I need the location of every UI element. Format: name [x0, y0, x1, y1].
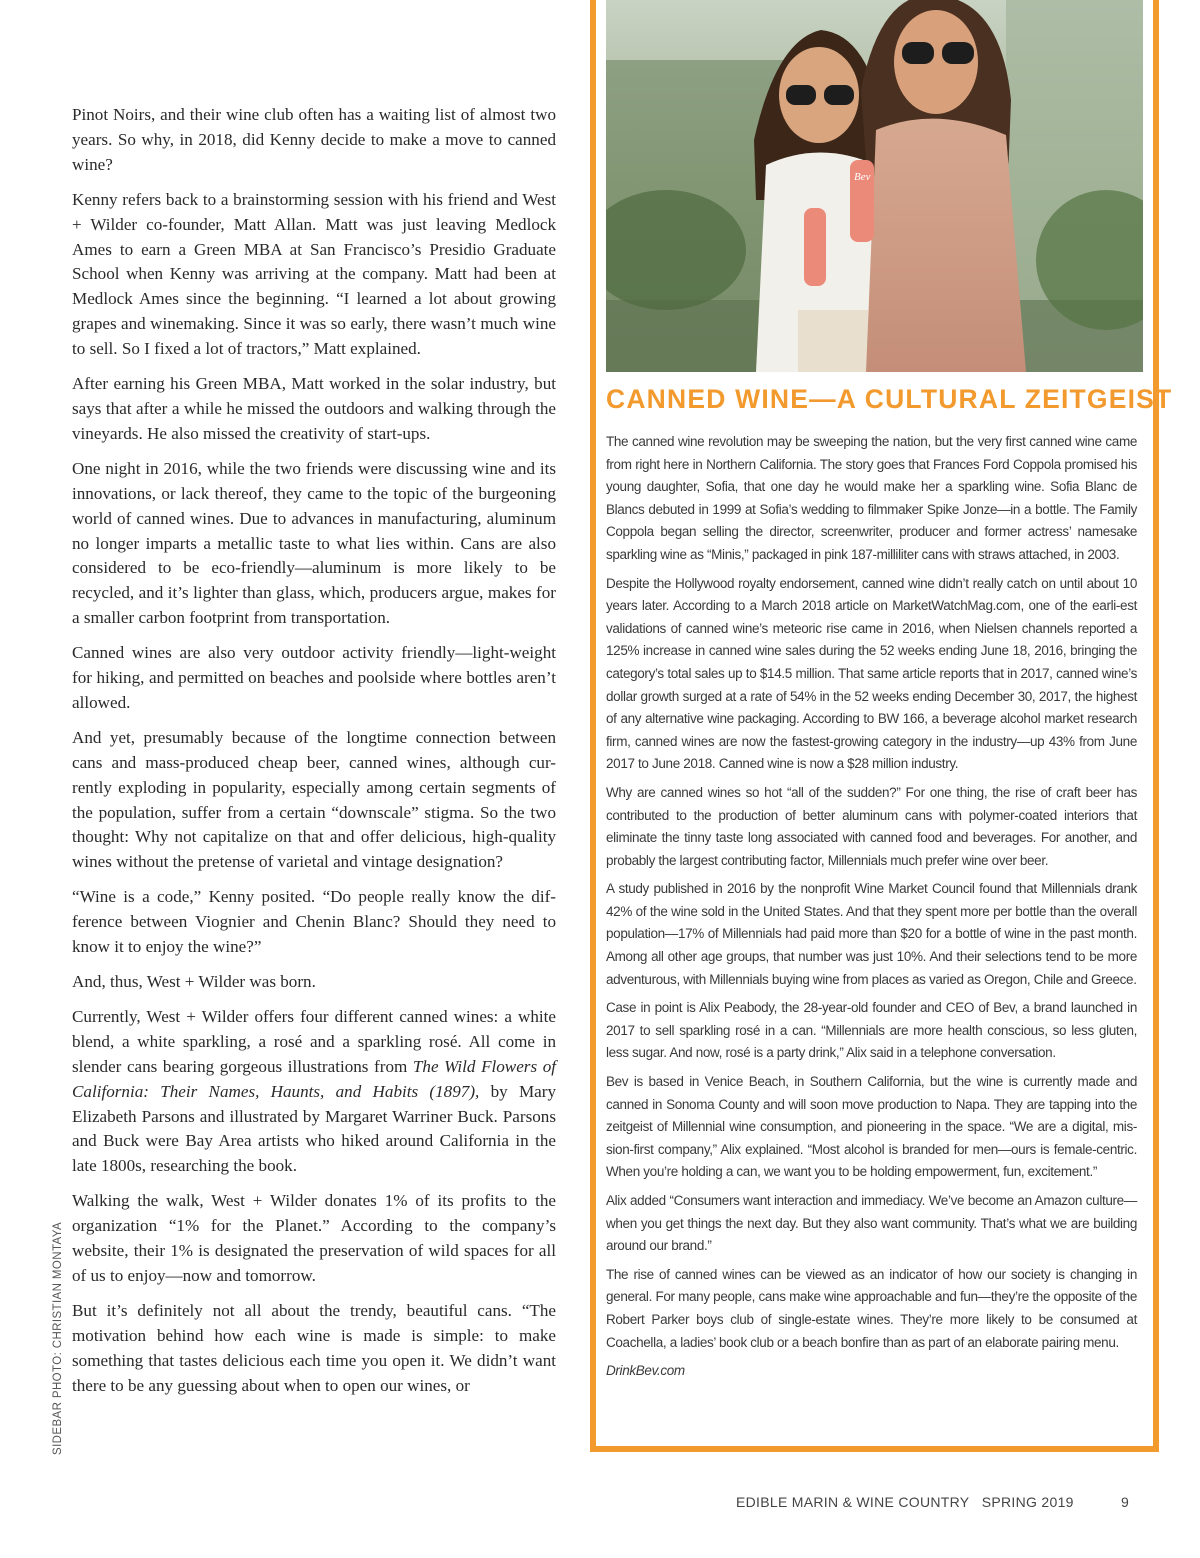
- article-paragraph: [72, 1005, 556, 1179]
- sidebar-paragraph: The canned wine revolution may be sweeping the nation, but the very first canned wine came from right here in Northern California. The story goes that Frances Ford Coppola promised his young daughter, Sofia, that one day he would make her a sparkling wine. Sofia Blanc de Blancs debuted in 1999 at Sofia’s wedding to filmmaker Spike Jonze—in a bottle. The Family Coppola began selling the director, screenwriter, producer and former actress’ namesake sparkling wine as “Minis,” packaged in pink 187-milliliter cans with straws attached, in 2003.: [606, 434, 1137, 562]
- article-paragraph: After earning his Green MBA, Matt worked in the solar industry, but says that after a while he missed the outdoors and walking through the vineyards. He also missed the creativity of start-ups.: [72, 374, 556, 443]
- sidebar-paragraph: The rise of canned wines can be viewed as an indicator of how our society is changing in general. For many people, cans make wine approachable and fun—they’re the opposite of the Robert Parker boys club of single-estate wines. They’re more likely to be consumed at Coachella, a ladies’ book club or a beach bonfire than as part of an elaborate pairing menu.: [606, 1266, 1137, 1350]
- article-paragraph: And yet, presumably because of the longtime connection between cans and mass-produced cheap beer, canned wines, although cur-rently exploding in popularity, especially among certain segments of the population, suffer from a certain “downscale” stigma. So the two thought: Why not capitalize on that and offer delicious, high-quality wines without the pretense of varietal and vintage designation?: [72, 727, 556, 872]
- sidebar-paragraph: A study published in 2016 by the nonprofit Wine Market Council found that Millennials drank 42% of the wine sold in the United States. And that they spent more per bottle than the overall population—17% of Millennials had paid more than $20 for a bottle of wine in the past month. Among all other age groups, that number was just 10%. And their selections tend to be more adventurous, with Millennials buying wine from places as varied as Oregon, Chile and Greece.: [606, 881, 1137, 987]
- sidebar-paragraph: Despite the Hollywood royalty endorsement, canned wine didn’t really catch on until about 10 years later. According to a March 2018 article on MarketWatchMag.com, one of the earli-est validations of canned wine’s meteoric rise came in 2016, when Nielsen channels reported a 125% increase in canned wine sales during the 52 weeks ending June 18, 2016, bringing the category’s total sales up to $14.5 million. That same article reports that in 2017, canned wine’s dollar growth surged at a rate of 54% in the 52 weeks ending December 30, 2017, the highest of any alternative wine packaging. According to BW 166, a beverage alcohol market research firm, canned wines are now the fastest-growing category in the industry—up 43% from June 2017 to June 2018. Canned wine is now a $28 million industry.: [606, 575, 1137, 772]
- sidebar-website-link[interactable]: DrinkBev.com: [606, 1363, 685, 1379]
- sidebar-box: [590, 0, 1173, 1452]
- sidebar-body: [606, 431, 1137, 1389]
- article-paragraph: But it’s definitely not all about the trendy, beautiful cans. “The motivation behind how each wine is made is simple: to make something that tastes delicious each time you open it. We didn’t want there to be any guessing about when to open our wines, or: [72, 1300, 556, 1395]
- article-paragraph: Pinot Noirs, and their wine club often has a waiting list of almost two years. So why, in 2018, did Kenny decide to make a move to canned wine?: [72, 105, 556, 174]
- paragraph-text: by Mary Elizabeth Parsons and illustrated by Margaret Warriner Buck. Parsons and Buck were Bay Area artists who hiked around California in the late 1800s, researching the book.: [72, 1081, 557, 1176]
- article-paragraph: “Wine is a code,” Kenny posited. “Do people really know the dif-ference between Viognier and Chenin Blanc? Should they need to know it to enjoy the wine?”: [72, 887, 556, 957]
- two-women-holding-cans-illustration: [606, 0, 1143, 372]
- sidebar-paragraph: Why are canned wines so hot “all of the sudden?” For one thing, the rise of craft beer has contributed to the production of better aluminum cans with polymer-coated interiors that eliminate the tinny taste long associated with canned food and beverages. For another, and probably the largest contributing factor, Millennials much prefer wine over beer.: [606, 784, 1137, 868]
- sidebar-paragraph: Bev is based in Venice Beach, in Southern California, but the wine is currently made and canned in Sonoma County and will soon move production to Napa. They are tapping into the zeitgeist of Millennial wine consumption, and pioneering in the space. “We are a digital, mis-sion-first company,” Alix explained. “Most alcohol is branded for men—ours is female-centric. When you’re holding a can, we want you to be holding empowerment, fun, excitement.”: [606, 1074, 1137, 1180]
- article-paragraph: Kenny refers back to a brainstorming session with his friend and West + Wilder co-founder, Matt Allan. Matt was just leaving Medlock Ames to earn a Green MBA at San Francisco’s Presidio Graduate School when Kenny was arriving at the company. Matt had been at Medlock Ames since the beginning. “I learned a lot about growing grapes and winemaking. Since it was so early, there wasn’t much wine to sell. So I fixed a lot of tractors,” Matt explained.: [72, 189, 556, 359]
- paragraph-text: Currently, West + Wilder offers four different canned wines: a white blend, a white sparkling, a rosé and a sparkling rosé. All come in slender cans bearing gorgeous illustrations from: [72, 1006, 556, 1076]
- article-paragraph: One night in 2016, while the two friends were discussing wine and its innovations, or lack thereof, they came to the topic of the burgeoning world of canned wines. Due to advances in manufacturing, aluminum no longer imparts a metallic taste to what lies within. Cans are also considered to be eco-friendly—aluminum is more likely to be recycled, and it’s lighter than glass, which, producers argue, makes for a smaller carbon footprint from transportation.: [72, 458, 556, 628]
- sidebar-heading: CANNED WINE—A CULTURAL ZEITGEIST: [606, 384, 1173, 414]
- article-paragraph: Canned wines are also very outdoor activity friendly—light-weight for hiking, and permitted on beaches and poolside where bottles aren’t allowed.: [72, 643, 556, 712]
- article-paragraph: And, thus, West + Wilder was born.: [72, 972, 316, 991]
- article-paragraph: Walking the walk, West + Wilder donates 1% of its profits to the organization “1% for the Planet.” According to the company’s website, their 1% is designated the preservation of wild spaces for all of us to enjoy—now and tomorrow.: [72, 1191, 556, 1285]
- sidebar-photo: [606, 0, 1143, 372]
- sidebar-paragraph: Alix added “Consumers want interaction and immediacy. We’ve become an Amazon culture—when you get things the next day. But they also want community. That’s what we are building around our brand.”: [606, 1193, 1137, 1254]
- footer-page-number: 9: [1121, 1494, 1130, 1510]
- book-title: The Wild Flowers of California: Their Names, Haunts, and Habits (1897),: [72, 1056, 556, 1101]
- sidebar-paragraph: Case in point is Alix Peabody, the 28-year-old founder and CEO of Bev, a brand launched in 2017 to sell sparkling rosé in a can. “Millennials are more health conscious, so less gluten, less sugar. And now, rosé is a party drink,” Alix said in a telephone conversation.: [606, 1000, 1137, 1061]
- photo-credit: SIDEBAR PHOTO: CHRISTIAN MONTAYA: [52, 1221, 64, 1455]
- can-label: Bev: [854, 171, 871, 183]
- footer-publication: EDIBLE MARIN & WINE COUNTRY SPRING 2019: [736, 1494, 1074, 1510]
- article-main-column: [72, 103, 556, 1409]
